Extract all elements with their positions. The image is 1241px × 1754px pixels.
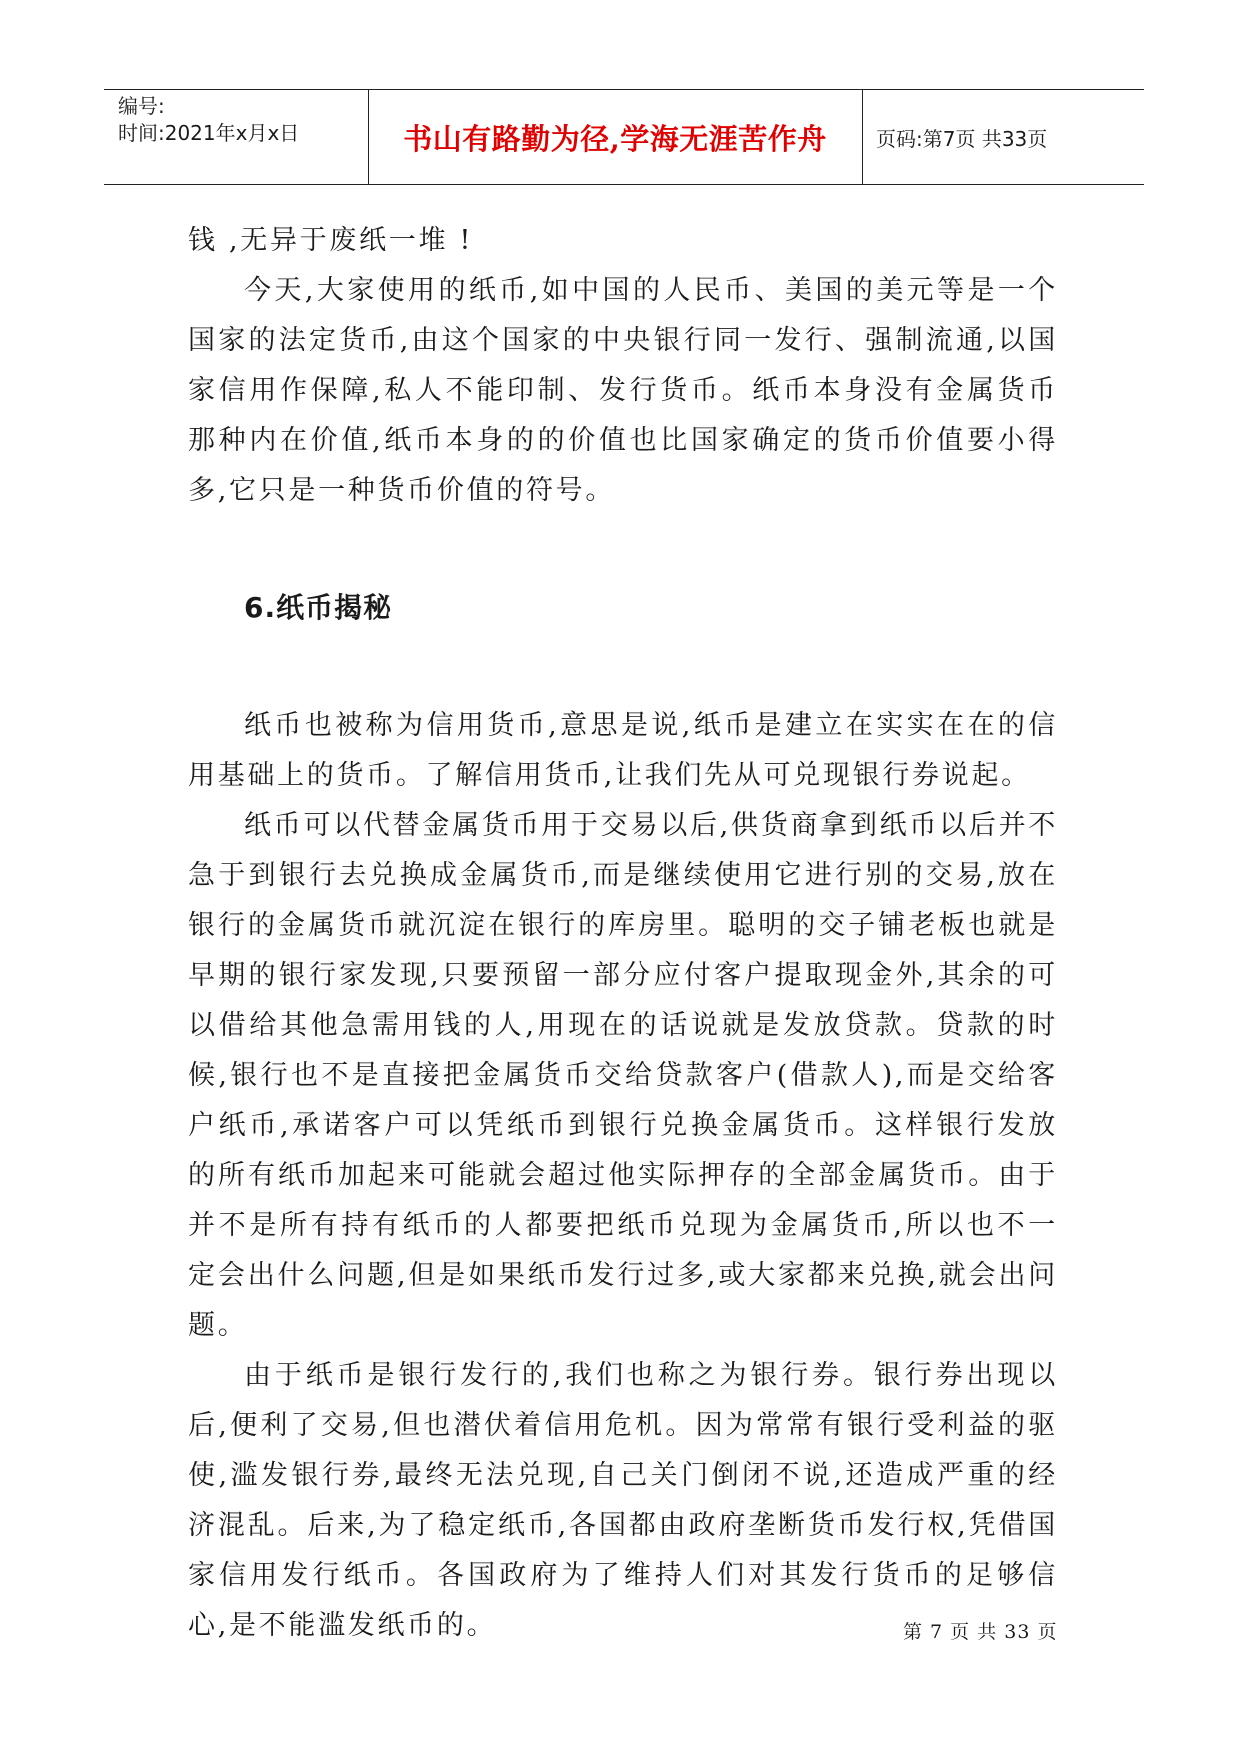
paragraph-continuation: 钱 ,无异于废纸一堆 ! [188,225,473,256]
paragraph-bank-notes: 由于纸币是银行发行的,我们也称之为银行券。银行券出现以后,便利了交易,但也潜伏着信用危机。因为常常有银行受利益的驱使,滥发银行券,最终无法兑现,自己关门倒闭不说,还造成严重的经济混乱。后来,为了稳定纸币,各国都由政府垄断货币发行权,凭借国家信用发行纸币。各国政府为了维持人们对其发行货币的足够信心,是不能滥发纸币的。 [188,1360,1058,1641]
header-motto: 书山有路勤为径,学海无涯苦作舟 [403,121,827,156]
header-page-info: 页码:第7页 共33页 [876,126,1048,151]
page-header [104,89,1144,185]
paragraph-credit-money: 纸币也被称为信用货币,意思是说,纸币是建立在实实在在的信用基础上的货币。了解信用货币,让我们先从可兑现银行券说起。 [188,710,1058,791]
paragraph-legal-tender: 今天,大家使用的纸币,如中国的人民币、美国的美元等是一个国家的法定货币,由这个国家的中央银行同一发行、强制流通,以国家信用作保障,私人不能印制、发行货币。纸币本身没有金属货币那种内在价值,纸币本身的的价值也比国家确定的货币价值要小得多,它只是一种货币价值的符号。 [188,275,1058,506]
header-page-cell [862,90,1144,184]
header-meta [104,90,369,184]
header-motto-cell [368,90,863,184]
paragraph-bank-lending: 纸币可以代替金属货币用于交易以后,供货商拿到纸币以后并不急于到银行去兑换成金属货币,而是继续使用它进行别的交易,放在银行的金属货币就沉淀在银行的库房里。聪明的交子铺老板也就是早期的银行家发现,只要预留一部分应付客户提取现金外,其余的可以借给其他急需用钱的人,用现在的话说就是发放贷款。贷款的时候,银行也不是直接把金属货币交给贷款客户(借款人),而是交给客户纸币,承诺客户可以凭纸币到银行兑换金属货币。这样银行发放的所有纸币加起来可能就会超过他实际押存的全部金属货币。由于并不是所有持有纸币的人都要把纸币兑现为金属货币,所以也不一定会出什么问题,但是如果纸币发行过多,或大家都来兑换,就会出问题。 [188,810,1058,1341]
page-footer: 第 7 页 共 33 页 [903,1621,1058,1643]
document-time-label: 时间:2021年x月x日 [118,121,300,145]
document-body [188,216,1058,1651]
document-number-label: 编号: [118,94,165,118]
section-heading: 6.纸币揭秘 [244,591,393,624]
